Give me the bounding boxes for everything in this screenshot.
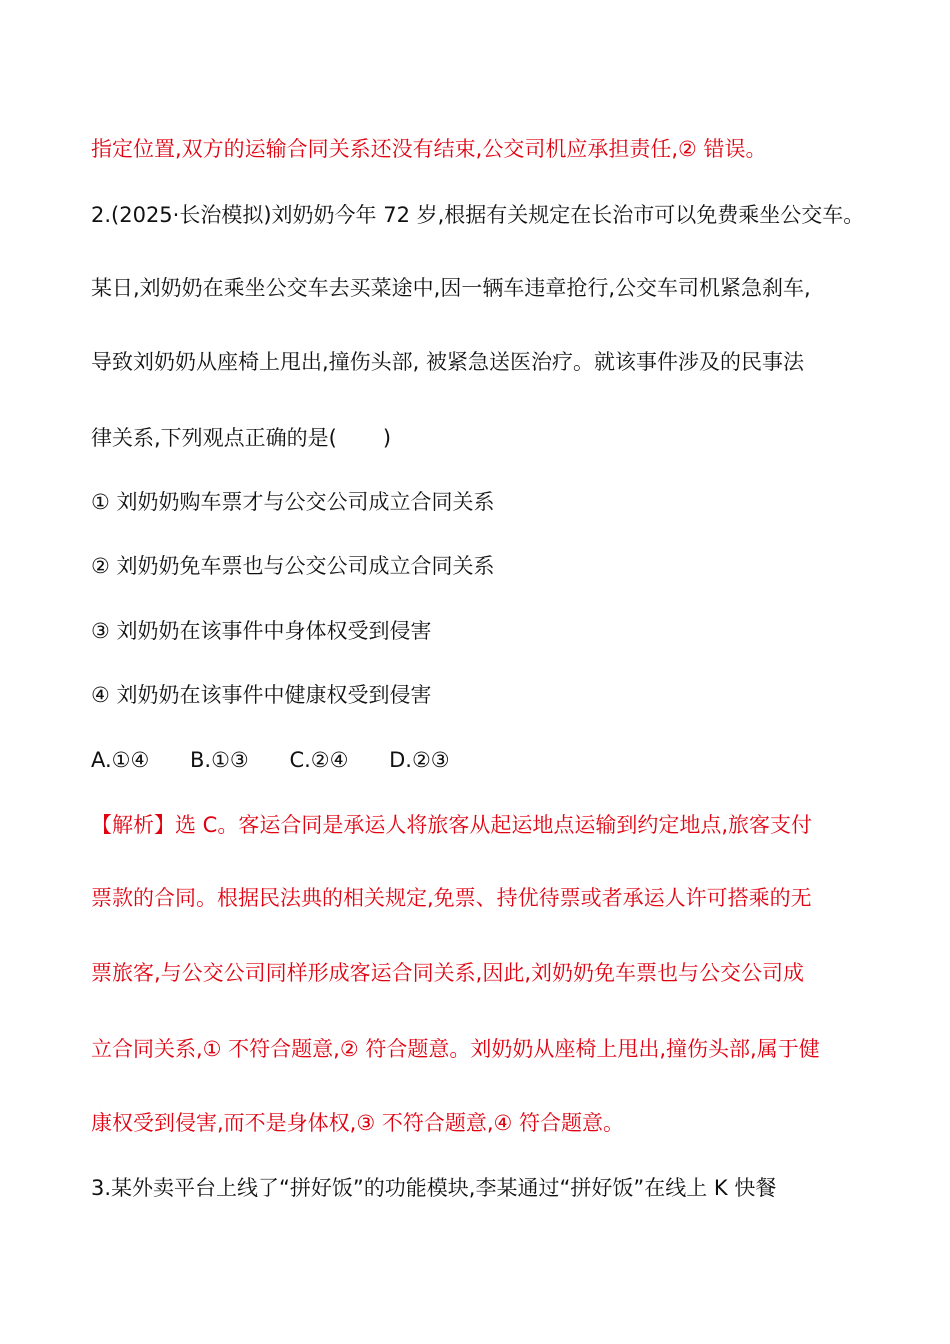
option-b: B.①③ — [190, 748, 249, 772]
answer-options — [91, 745, 871, 775]
question-2-line-1: 2.(2025·长治模拟)刘奶奶今年 72 岁,根据有关规定在长治市可以免费乘坐公交车。 — [91, 203, 865, 227]
question-2-line-4 — [91, 423, 871, 453]
question-3-line-1: 3.某外卖平台上线了“拼好饭”的功能模块,李某通过“拼好饭”在线上 K 快餐 — [91, 1176, 777, 1200]
option-c: C.②④ — [289, 748, 349, 772]
analysis-line-5: 康权受到侵害,而不是身体权,③ 不符合题意,④ 符合题意。 — [91, 1111, 625, 1135]
previous-explanation-tail: 指定位置,双方的运输合同关系还没有结束,公交司机应承担责任,② 错误。 — [91, 137, 767, 161]
question-2-line-2: 某日,刘奶奶在乘坐公交车去买菜途中,因一辆车违章抢行,公交车司机紧急刹车, — [91, 276, 811, 300]
analysis-line-1: 【解析】选 C。客运合同是承运人将旅客从起运地点运输到约定地点,旅客支付 — [91, 813, 813, 837]
option-a: A.①④ — [91, 748, 150, 772]
analysis-line-3: 票旅客,与公交公司同样形成客运合同关系,因此,刘奶奶免车票也与公交公司成 — [91, 961, 805, 985]
statement-4: ④ 刘奶奶在该事件中健康权受到侵害 — [91, 683, 432, 707]
question-2-line-3: 导致刘奶奶从座椅上甩出,撞伤头部, 被紧急送医治疗。就该事件涉及的民事法 — [91, 350, 805, 374]
statement-1: ① 刘奶奶购车票才与公交公司成立合同关系 — [91, 490, 495, 514]
question-2-stem-end: 律关系,下列观点正确的是( — [91, 426, 337, 450]
statement-2: ② 刘奶奶免车票也与公交公司成立合同关系 — [91, 554, 495, 578]
analysis-line-4: 立合同关系,① 不符合题意,② 符合题意。刘奶奶从座椅上甩出,撞伤头部,属于健 — [91, 1037, 820, 1061]
option-d: D.②③ — [389, 748, 450, 772]
statement-3: ③ 刘奶奶在该事件中身体权受到侵害 — [91, 619, 432, 643]
question-2-close-paren: ) — [382, 426, 392, 450]
analysis-line-2: 票款的合同。根据民法典的相关规定,免票、持优待票或者承运人许可搭乘的无 — [91, 886, 812, 910]
